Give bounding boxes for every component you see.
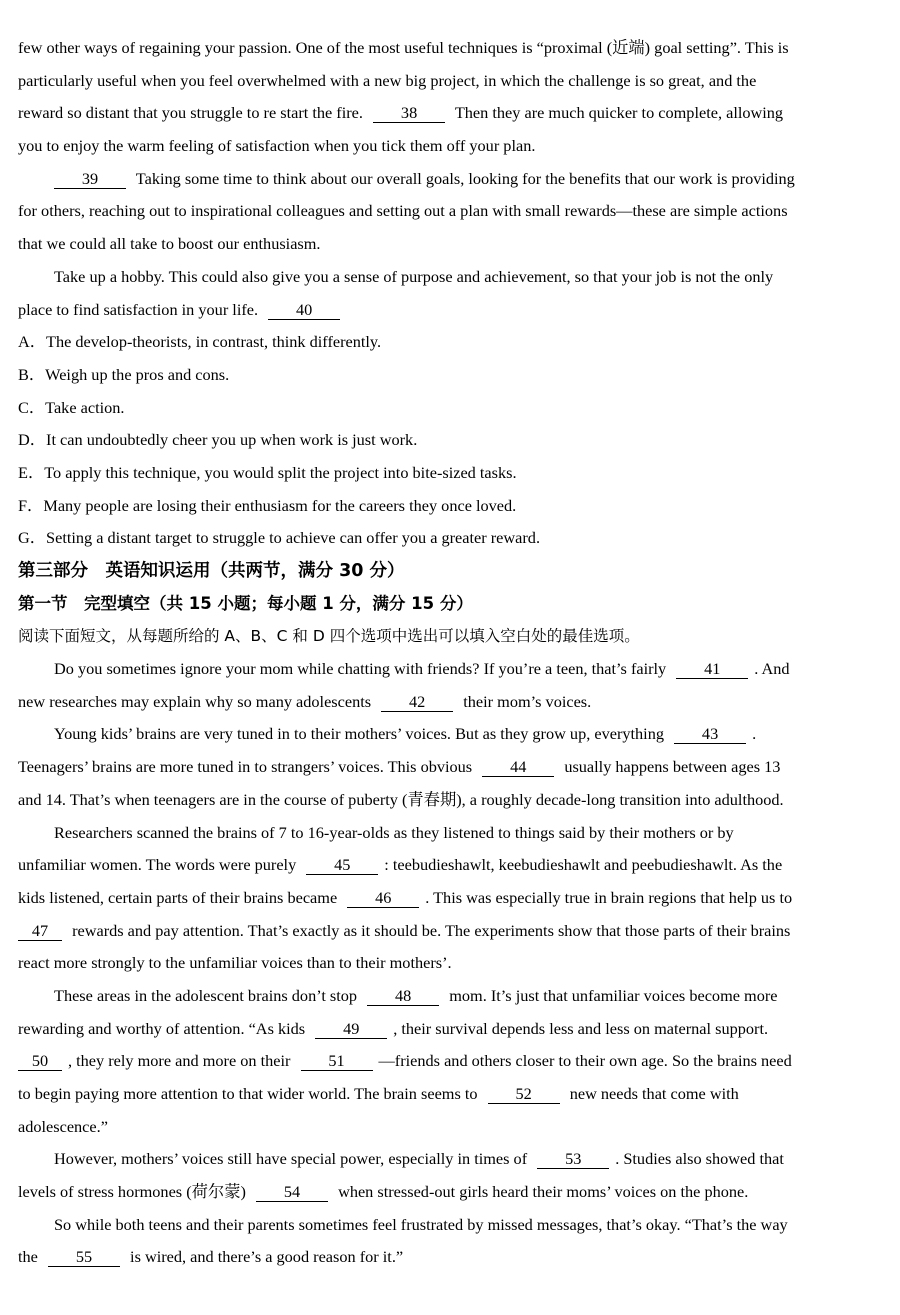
blank-51[interactable]: 51 (301, 1052, 373, 1071)
text-span: is wired, and there’s a good reason for it.” (130, 1247, 404, 1267)
blank-44[interactable]: 44 (482, 758, 554, 777)
text-span: , they rely more and more on their (68, 1051, 291, 1071)
text-line: adolescence.” (18, 1116, 108, 1136)
text-span: usually happens between ages 13 (564, 757, 781, 777)
text-line: that we could all take to boost our enthusiasm. (18, 234, 321, 254)
text-line (18, 718, 886, 751)
blank-40[interactable]: 40 (268, 301, 340, 320)
blank-54[interactable]: 54 (256, 1183, 328, 1202)
text-line: react more strongly to the unfamiliar voices than to their mothers’. (18, 953, 452, 973)
text-span: to begin paying more attention to that wider world. The brain seems to (18, 1084, 478, 1103)
blank-43[interactable]: 43 (674, 725, 746, 744)
blank-49[interactable]: 49 (315, 1020, 387, 1039)
text-line (18, 686, 886, 719)
text-span: . (752, 724, 757, 744)
text-span: reward so distant that you struggle to re start the fire. (18, 103, 363, 123)
option-c: C．Take action. (18, 397, 125, 417)
text-span: . This was especially true in brain regions that help us to (425, 887, 793, 907)
text-span: Teenagers’ brains are more tuned in to strangers’ voices. This obvious (18, 757, 473, 777)
text-line (18, 1013, 886, 1046)
text-span: rewards and pay attention. That’s exactly as it should be. The experiments show that those parts of their brains (72, 920, 791, 940)
text-span: . And (754, 659, 790, 679)
blank-48[interactable]: 48 (367, 987, 439, 1006)
part-title: 第三部分 英语知识运用（共两节，满分 30 分） (18, 561, 405, 581)
text-line: and 14. That’s when teenagers are in the course of puberty (青春期), a roughly decade-long transition into adulthood. (18, 789, 784, 809)
option-a: A．The develop-theorists, in contrast, think differently. (18, 332, 382, 352)
blank-45[interactable]: 45 (306, 856, 378, 875)
text-span: new researches may explain why so many adolescents (18, 691, 372, 711)
text-span: —friends and others closer to their own age. So the brains need (378, 1051, 792, 1071)
text-line (18, 1241, 886, 1274)
text-line: Take up a hobby. This could also give you a sense of purpose and achievement, so that your job is not the only (54, 266, 774, 286)
blank-42[interactable]: 42 (381, 693, 453, 712)
text-line: for others, reaching out to inspirational colleagues and setting out a plan with small rewards—these are simple actions (18, 201, 788, 221)
blank-46[interactable]: 46 (347, 889, 419, 908)
blank-47[interactable]: 47 (18, 922, 62, 941)
text-span: kids listened, certain parts of their brains became (18, 887, 338, 907)
text-span: Young kids’ brains are very tuned in to their mothers’ voices. But as they grow up, everything (54, 724, 664, 744)
text-span: the (18, 1247, 38, 1267)
text-line: few other ways of regaining your passion. One of the most useful techniques is “proximal (近端) goal setting”. This is (18, 38, 789, 57)
text-span: These areas in the adolescent brains don’t stop (54, 985, 358, 1005)
text-line: you to enjoy the warm feeling of satisfaction when you tick them off your plan. (18, 136, 536, 156)
text-span: when stressed-out girls heard their moms’ voices on the phone. (338, 1182, 749, 1202)
text-line (18, 980, 886, 1013)
text-span: levels of stress hormones (荷尔蒙) (18, 1182, 246, 1202)
text-line (18, 97, 886, 130)
blank-53[interactable]: 53 (537, 1150, 609, 1169)
text-span: , their survival depends less and less on maternal support. (393, 1018, 769, 1038)
text-line (18, 1143, 886, 1176)
text-line: So while both teens and their parents sometimes feel frustrated by missed messages, that’s okay. “That’s the way (54, 1214, 788, 1234)
text-line: Researchers scanned the brains of 7 to 16-year-olds as they listened to things said by their mothers or by (54, 822, 734, 842)
text-line (18, 1078, 886, 1111)
text-span: mom. It’s just that unfamiliar voices become more (449, 985, 778, 1005)
text-span: Do you sometimes ignore your mom while chatting with friends? If you’re a teen, that’s fairly (54, 659, 667, 679)
option-f: F．Many people are losing their enthusiasm for the careers they once loved. (18, 495, 517, 515)
text-line (18, 653, 886, 686)
option-g: G．Setting a distant target to struggle to achieve can offer you a greater reward. (18, 528, 541, 548)
blank-52[interactable]: 52 (488, 1085, 560, 1104)
option-b: B．Weigh up the pros and cons. (18, 364, 230, 384)
blank-55[interactable]: 55 (48, 1248, 120, 1267)
text-span: However, mothers’ voices still have special power, especially in times of (54, 1149, 528, 1169)
text-line (18, 1176, 886, 1209)
blank-41[interactable]: 41 (676, 660, 748, 679)
text-span: : teebudieshawlt, keebudieshawlt and peebudieshawlt. As the (384, 855, 783, 875)
text-line (18, 751, 886, 784)
text-line (18, 849, 886, 882)
text-span: their mom’s voices. (463, 691, 592, 711)
text-span: . Studies also showed that (615, 1149, 784, 1169)
blank-39[interactable]: 39 (54, 170, 126, 189)
text-line (18, 915, 886, 948)
instruction: 阅读下面短文，从每题所给的 A、B、C 和 D 四个选项中选出可以填入空白处的最佳选项。 (18, 627, 640, 646)
option-d: D．It can undoubtedly cheer you up when work is just work. (18, 430, 418, 450)
text-span: Taking some time to think about our overall goals, looking for the benefits that our work is providing (135, 168, 795, 188)
section-title: 第一节 完型填空（共 15 小题；每小题 1 分，满分 15 分） (18, 593, 473, 613)
text-span: Then they are much quicker to complete, allowing (454, 103, 784, 123)
text-line (18, 882, 886, 915)
text-line: particularly useful when you feel overwhelmed with a new big project, in which the challenge is so great, and the (18, 70, 757, 90)
blank-50[interactable]: 50 (18, 1052, 62, 1071)
text-line (18, 1045, 886, 1078)
option-e: E．To apply this technique, you would split the project into bite-sized tasks. (18, 462, 517, 482)
blank-38[interactable]: 38 (373, 104, 445, 123)
document-page (18, 32, 886, 1274)
text-span: rewarding and worthy of attention. “As kids (18, 1018, 306, 1038)
text-line (18, 163, 886, 196)
text-span: place to find satisfaction in your life. (18, 299, 259, 319)
text-line (18, 294, 886, 327)
text-span: unfamiliar women. The words were purely (18, 855, 297, 875)
text-span: new needs that come with (569, 1084, 739, 1103)
